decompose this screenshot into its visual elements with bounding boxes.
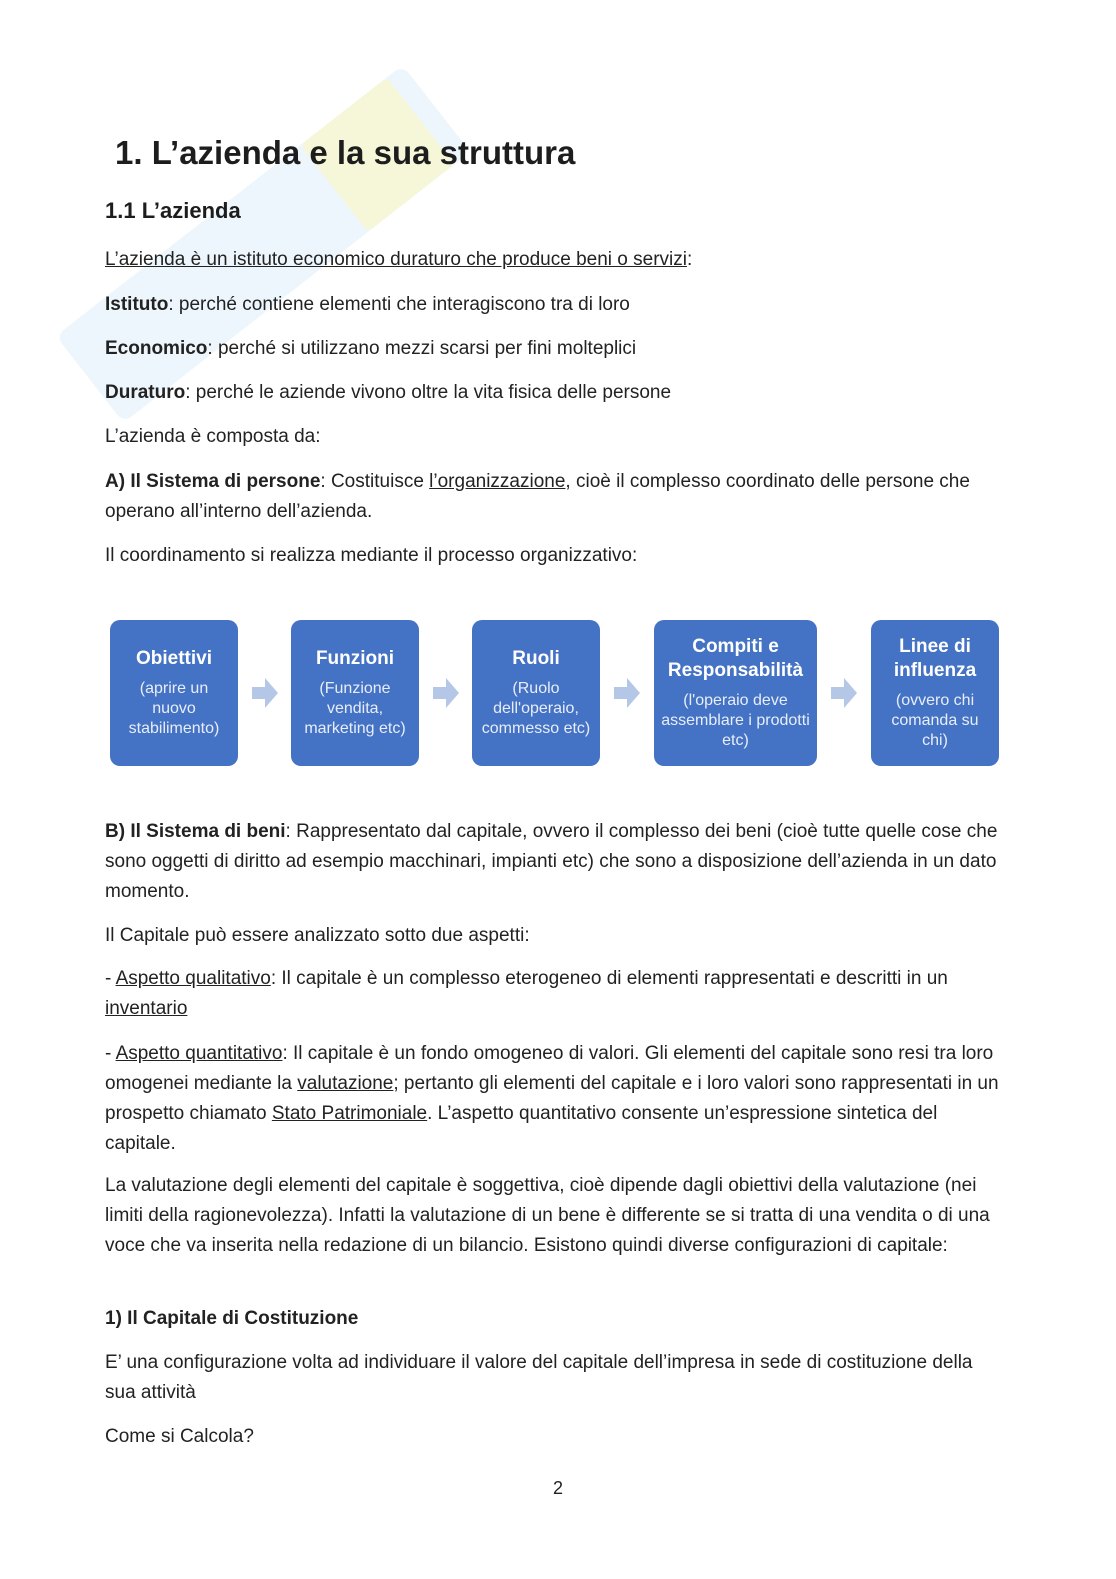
capital-aspects-line: Il Capitale può essere analizzato sotto due aspetti: xyxy=(105,925,530,946)
composed-line: L’azienda è composta da: xyxy=(105,426,321,447)
page-number: 2 xyxy=(552,1478,563,1498)
qualitative-paragraph: - Aspetto qualitativo: Il capitale è un complesso eterogeneo di elementi rappresentati e descritti in un inventario xyxy=(105,968,948,1019)
section-heading: 1.1 L’azienda xyxy=(105,198,241,223)
definition-economico: Economico: perché si utilizzano mezzi scarsi per fini molteplici xyxy=(105,338,637,359)
arrow-right-icon xyxy=(252,678,278,708)
capital-constitution-title: 1) Il Capitale di Costituzione xyxy=(105,1308,359,1329)
valuation-paragraph: La valutazione degli elementi del capitale è soggettiva, cioè dipende dagli obiettivi della valutazione (nei limiti della ragionevolezza). Infatti la valutazione di un bene è differente se si tratta di una vendita o di una voce che va inserita nella redazione di un bilancio. Esistono quindi diverse configurazioni di capitale: xyxy=(105,1175,990,1256)
definition-duraturo: Duraturo: perché le aziende vivono oltre la vita fisica delle persone xyxy=(105,382,672,403)
system-b-paragraph: B) Il Sistema di beni: Rappresentato dal capitale, ovvero il complesso dei beni (cioè tutte quelle cose che sono oggetti di diritto ad esempio macchinari, impianti etc) che sono a disposizione dell’azienda in un dato momento. xyxy=(105,821,998,902)
arrow-right-icon xyxy=(433,678,459,708)
intro-underlined: L’azienda è un istituto economico duraturo che produce beni o servizi xyxy=(105,249,687,270)
system-a-paragraph: A) Il Sistema di persone: Costituisce l’organizzazione, cioè il complesso coordinato delle persone che operano all’interno dell’azienda. xyxy=(105,471,970,522)
chapter-heading: 1. L’azienda e la sua struttura xyxy=(115,134,576,171)
how-calc-line: Come si Calcola? xyxy=(105,1426,254,1447)
process-step-funzioni: Funzioni (Funzione vendita, marketing etc) xyxy=(291,620,419,766)
quantitative-paragraph: - Aspetto quantitativo: Il capitale è un fondo omogeneo di valori. Gli elementi del capitale sono resi tra loro omogenei mediante la valutazione; pertanto gli elementi del capitale e i loro valori sono rappresentati in un prospetto chiamato Stato Patrimoniale. L’aspetto quantitativo consente un’espressione sintetica del capitale. xyxy=(105,1043,999,1154)
process-step-linee: Linee di influenza (ovvero chi comanda su chi) xyxy=(871,620,999,766)
capital-constitution-text: E’ una configurazione volta ad individuare il valore del capitale dell’impresa in sede di costituzione della sua attività xyxy=(105,1352,973,1403)
process-step-ruoli: Ruoli (Ruolo dell'operaio, commesso etc) xyxy=(472,620,600,766)
arrow-right-icon xyxy=(614,678,640,708)
process-step-obiettivi: Obiettivi (aprire un nuovo stabilimento) xyxy=(110,620,238,766)
process-step-compiti: Compiti e Responsabilità (l'operaio deve assemblare i prodotti etc) xyxy=(654,620,817,766)
intro-paragraph: L’azienda è un istituto economico duraturo che produce beni o servizi: xyxy=(105,249,693,270)
organizational-process-diagram xyxy=(110,620,1000,768)
definition-istituto: Istituto: perché contiene elementi che interagiscono tra di loro xyxy=(105,294,630,315)
arrow-right-icon xyxy=(831,678,857,708)
coordination-line: Il coordinamento si realizza mediante il processo organizzativo: xyxy=(105,545,638,566)
